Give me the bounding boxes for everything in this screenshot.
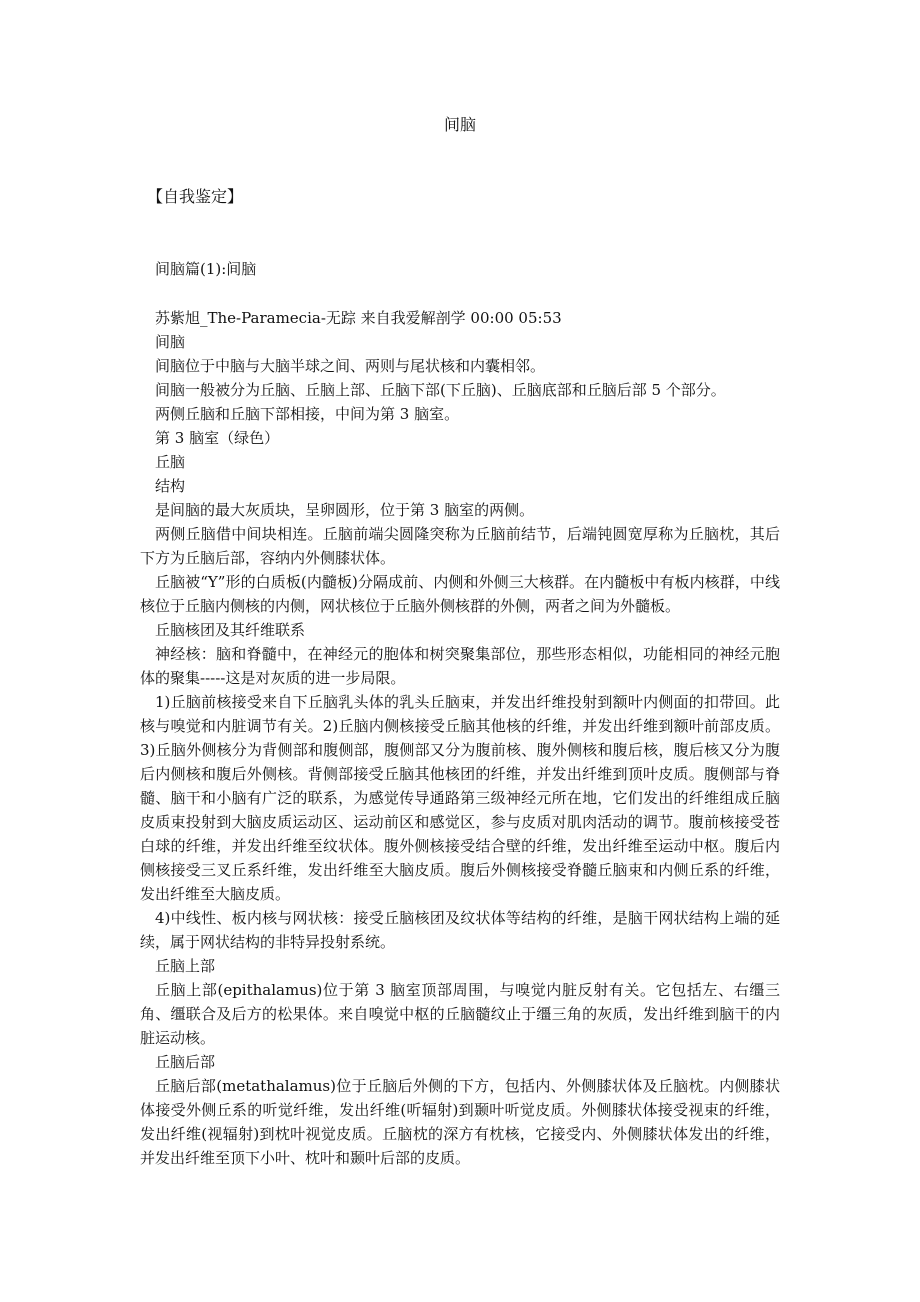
document-body — [140, 306, 780, 1170]
figure-caption: 第 3 脑室（绿色） — [155, 429, 280, 447]
heading-epithalamus: 丘脑上部 — [155, 957, 216, 975]
heading-diencephalon: 间脑 — [155, 333, 186, 351]
chapter-heading: 间脑篇(1):间脑 — [155, 260, 257, 278]
paragraph: 间脑位于中脑与大脑半球之间、两则与尾状核和内囊相邻。 — [155, 357, 546, 375]
paragraph: 丘脑被“Y”形的白质板(内髓板)分隔成前、内侧和外侧三大核群。在内髓板中有板内核群，中线核位于丘脑内侧核的内侧，网状核位于丘脑外侧核群的外侧，两者之间为外髓板。 — [140, 573, 780, 615]
paragraph: 丘脑后部(metathalamus)位于丘脑后外侧的下方，包括内、外侧膝状体及丘脑枕。内侧膝状体接受外侧丘系的听觉纤维，发出纤维(听辐射)到颞叶听觉皮质。外侧膝状体接受视束的纤维，发出纤维(视辐射)到枕叶视觉皮质。丘脑枕的深方有枕核，它接受内、外侧膝状体发出的纤维，并发出纤维至顶下小叶、枕叶和颞叶后部的皮质。 — [140, 1077, 780, 1167]
heading-nuclei: 丘脑核团及其纤维联系 — [155, 621, 306, 639]
page-title: 间脑 — [443, 115, 476, 134]
paragraph: 两侧丘脑和丘脑下部相接，中间为第 3 脑室。 — [155, 405, 460, 423]
heading-structure: 结构 — [155, 477, 186, 495]
paragraph: 间脑一般被分为丘脑、丘脑上部、丘脑下部(下丘脑)、丘脑底部和丘脑后部 5 个部分。 — [155, 381, 726, 399]
paragraph: 1)丘脑前核接受来自下丘脑乳头体的乳头丘脑束，并发出纤维投射到额叶内侧面的扣带回。此核与嗅觉和内脏调节有关。2)丘脑内侧核接受丘脑其他核的纤维，并发出纤维到额叶前部皮质。3)丘脑外侧核分为背侧部和腹侧部，腹侧部又分为腹前核、腹外侧核和腹后核，腹后核又分为腹后内侧核和腹后外侧核。背侧部接受丘脑其他核团的纤维，并发出纤维到顶叶皮质。腹侧部与脊髓、脑干和小脑有广泛的联系，为感觉传导通路第三级神经元所在地，它们发出的纤维组成丘脑皮质束投射到大脑皮质运动区、运动前区和感觉区，参与皮质对肌肉活动的调节。腹前核接受苍白球的纤维，并发出纤维至纹状体。腹外侧核接受结合壁的纤维，发出纤维至运动中枢。腹后内侧核接受三叉丘系纤维，发出纤维至大脑皮质。腹后外侧核接受脊髓丘脑束和内侧丘系的纤维，发出纤维至大脑皮质。 — [140, 693, 780, 903]
paragraph: 4)中线性、板内核与网状核：接受丘脑核团及纹状体等结构的纤维，是脑干网状结构上端的延续，属于网状结构的非特异投射系统。 — [140, 909, 780, 951]
section-label: 【自我鉴定】 — [147, 187, 244, 206]
byline: 苏紫旭_The-Paramecia-无踪 来自我爱解剖学 00:00 05:53 — [155, 309, 562, 327]
paragraph: 是间脑的最大灰质块，呈卵圆形，位于第 3 脑室的两侧。 — [155, 501, 535, 519]
paragraph: 两侧丘脑借中间块相连。丘脑前端尖圆隆突称为丘脑前结节，后端钝圆宽厚称为丘脑枕，其后下方为丘脑后部，容纳内外侧膝状体。 — [140, 525, 780, 567]
heading-thalamus: 丘脑 — [155, 453, 186, 471]
heading-metathalamus: 丘脑后部 — [155, 1053, 216, 1071]
paragraph: 神经核：脑和脊髓中，在神经元的胞体和树突聚集部位，那些形态相似，功能相同的神经元胞体的聚集-----这是对灰质的进一步局限。 — [140, 645, 780, 687]
paragraph: 丘脑上部(epithalamus)位于第 3 脑室顶部周围，与嗅觉内脏反射有关。它包括左、右缰三角、缰联合及后方的松果体。来自嗅觉中枢的丘脑髓纹止于缰三角的灰质，发出纤维到脑干的内脏运动核。 — [140, 981, 780, 1047]
